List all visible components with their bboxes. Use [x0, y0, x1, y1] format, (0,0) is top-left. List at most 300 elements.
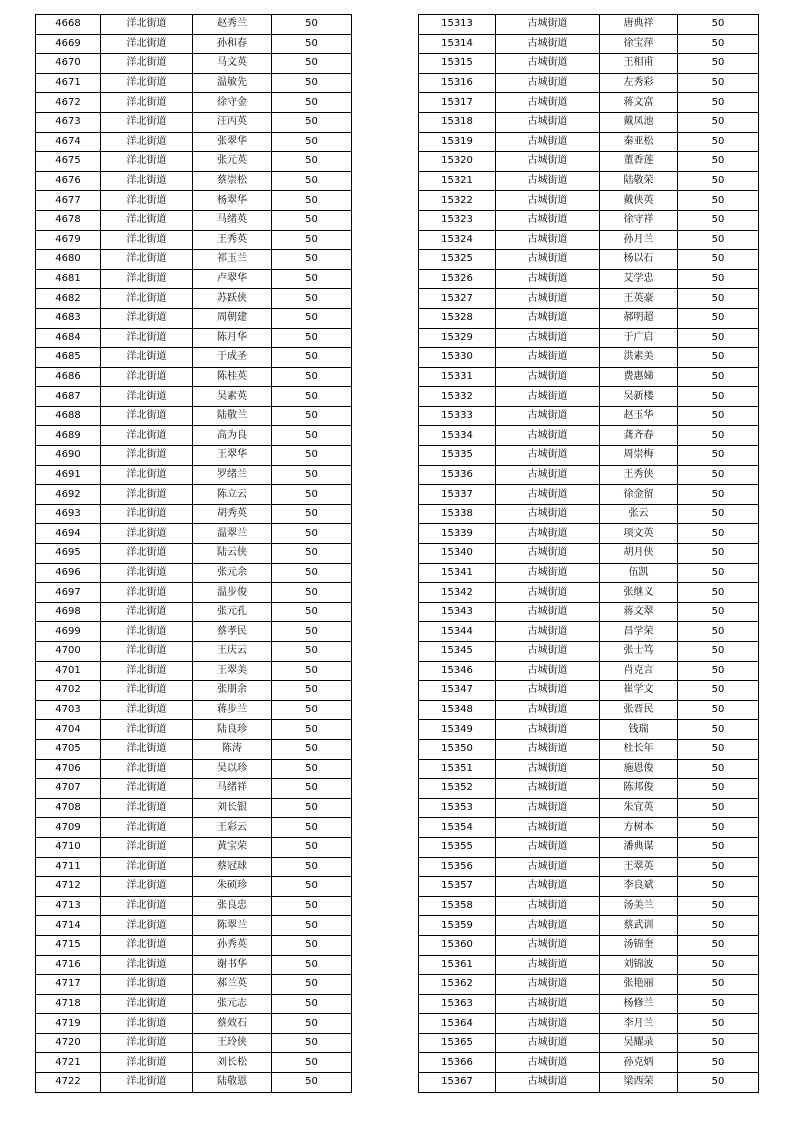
street-cell: 古城街道 — [496, 34, 600, 54]
street-cell: 洋北街道 — [101, 896, 193, 916]
street-cell: 洋北街道 — [101, 446, 193, 466]
amount-cell: 50 — [272, 289, 352, 309]
table-row — [36, 896, 352, 916]
table-row — [419, 132, 759, 152]
street-cell: 洋北街道 — [101, 406, 193, 426]
street-cell: 古城街道 — [496, 73, 600, 93]
amount-cell: 50 — [272, 1014, 352, 1034]
amount-cell: 50 — [678, 563, 759, 583]
street-cell: 古城街道 — [496, 93, 600, 113]
name-cell: 钱瑞 — [600, 720, 678, 740]
amount-cell: 50 — [272, 955, 352, 975]
name-cell: 艾学忠 — [600, 269, 678, 289]
name-cell: 高为良 — [193, 426, 272, 446]
name-cell: 龚齐春 — [600, 426, 678, 446]
serial-number-cell: 15360 — [419, 935, 496, 955]
street-cell: 洋北街道 — [101, 15, 193, 35]
amount-cell: 50 — [678, 112, 759, 132]
street-cell: 古城街道 — [496, 15, 600, 35]
amount-cell: 50 — [678, 426, 759, 446]
amount-cell: 50 — [272, 602, 352, 622]
table-row — [419, 387, 759, 407]
name-cell: 郝兰英 — [193, 975, 272, 995]
serial-number-cell: 4698 — [36, 602, 101, 622]
street-cell: 洋北街道 — [101, 1033, 193, 1053]
amount-cell: 50 — [678, 152, 759, 172]
name-cell: 陈桂英 — [193, 367, 272, 387]
name-cell: 徐宝萍 — [600, 34, 678, 54]
name-cell: 蔡效石 — [193, 1014, 272, 1034]
street-cell: 洋北街道 — [101, 191, 193, 211]
street-cell: 洋北街道 — [101, 348, 193, 368]
name-cell: 蒋步兰 — [193, 700, 272, 720]
street-cell: 古城街道 — [496, 642, 600, 662]
serial-number-cell: 4690 — [36, 446, 101, 466]
name-cell: 王翠美 — [193, 661, 272, 681]
street-cell: 洋北街道 — [101, 779, 193, 799]
amount-cell: 50 — [678, 446, 759, 466]
street-cell: 洋北街道 — [101, 975, 193, 995]
amount-cell: 50 — [272, 34, 352, 54]
table-row — [36, 465, 352, 485]
name-cell: 孙和春 — [193, 34, 272, 54]
serial-number-cell: 4684 — [36, 328, 101, 348]
name-cell: 陈翠兰 — [193, 916, 272, 936]
street-cell: 古城街道 — [496, 289, 600, 309]
name-cell: 崔学文 — [600, 681, 678, 701]
table-row — [419, 230, 759, 250]
amount-cell: 50 — [272, 132, 352, 152]
amount-cell: 50 — [678, 250, 759, 270]
table-row — [36, 857, 352, 877]
table-row — [36, 1014, 352, 1034]
name-cell: 周崇梅 — [600, 446, 678, 466]
table-row — [36, 583, 352, 603]
amount-cell: 50 — [678, 269, 759, 289]
name-cell: 徐守祥 — [600, 210, 678, 230]
name-cell: 王相甫 — [600, 54, 678, 74]
serial-number-cell: 4677 — [36, 191, 101, 211]
name-cell: 刘长松 — [193, 1053, 272, 1073]
table-row — [419, 367, 759, 387]
street-cell: 古城街道 — [496, 112, 600, 132]
amount-cell: 50 — [678, 348, 759, 368]
serial-number-cell: 15324 — [419, 230, 496, 250]
table-row — [419, 504, 759, 524]
name-cell: 蔡武训 — [600, 916, 678, 936]
serial-number-cell: 4676 — [36, 171, 101, 191]
name-cell: 张艳丽 — [600, 975, 678, 995]
amount-cell: 50 — [678, 1014, 759, 1034]
serial-number-cell: 15345 — [419, 642, 496, 662]
serial-number-cell: 4675 — [36, 152, 101, 172]
name-cell: 张朋余 — [193, 681, 272, 701]
street-cell: 古城街道 — [496, 1014, 600, 1034]
name-cell: 周朝建 — [193, 308, 272, 328]
street-cell: 古城街道 — [496, 739, 600, 759]
amount-cell: 50 — [272, 387, 352, 407]
table-row — [36, 54, 352, 74]
name-cell: 张翠华 — [193, 132, 272, 152]
table-row — [419, 975, 759, 995]
street-cell: 洋北街道 — [101, 681, 193, 701]
name-cell: 唐典祥 — [600, 15, 678, 35]
name-cell: 汪丙英 — [193, 112, 272, 132]
table-row — [419, 308, 759, 328]
amount-cell: 50 — [272, 583, 352, 603]
name-cell: 张元志 — [193, 994, 272, 1014]
serial-number-cell: 4687 — [36, 387, 101, 407]
street-cell: 洋北街道 — [101, 583, 193, 603]
table-row — [36, 210, 352, 230]
table-row — [36, 191, 352, 211]
street-cell: 古城街道 — [496, 171, 600, 191]
amount-cell: 50 — [678, 230, 759, 250]
name-cell: 张元英 — [193, 152, 272, 172]
name-cell: 温翠兰 — [193, 524, 272, 544]
street-cell: 古城街道 — [496, 485, 600, 505]
name-cell: 赵秀兰 — [193, 15, 272, 35]
name-cell: 刘长银 — [193, 798, 272, 818]
street-cell: 古城街道 — [496, 857, 600, 877]
name-cell: 张元孔 — [193, 602, 272, 622]
name-cell: 温步俊 — [193, 583, 272, 603]
amount-cell: 50 — [272, 485, 352, 505]
amount-cell: 50 — [678, 15, 759, 35]
serial-number-cell: 4716 — [36, 955, 101, 975]
street-cell: 洋北街道 — [101, 563, 193, 583]
street-cell: 古城街道 — [496, 818, 600, 838]
name-cell: 张继义 — [600, 583, 678, 603]
table-row — [36, 132, 352, 152]
serial-number-cell: 15362 — [419, 975, 496, 995]
amount-cell: 50 — [272, 798, 352, 818]
table-row — [36, 779, 352, 799]
amount-cell: 50 — [678, 485, 759, 505]
amount-cell: 50 — [272, 112, 352, 132]
serial-number-cell: 4699 — [36, 622, 101, 642]
table-row — [419, 544, 759, 564]
table-row — [36, 935, 352, 955]
name-cell: 蒋文翠 — [600, 602, 678, 622]
amount-cell: 50 — [678, 1053, 759, 1073]
amount-cell: 50 — [272, 1053, 352, 1073]
amount-cell: 50 — [272, 504, 352, 524]
name-cell: 朱硕珍 — [193, 877, 272, 897]
street-cell: 古城街道 — [496, 975, 600, 995]
name-cell: 张士笃 — [600, 642, 678, 662]
serial-number-cell: 15327 — [419, 289, 496, 309]
serial-number-cell: 4717 — [36, 975, 101, 995]
street-cell: 洋北街道 — [101, 1053, 193, 1073]
name-cell: 徐守金 — [193, 93, 272, 113]
street-cell: 洋北街道 — [101, 132, 193, 152]
table-row — [36, 171, 352, 191]
serial-number-cell: 4689 — [36, 426, 101, 446]
name-cell: 王庆云 — [193, 642, 272, 662]
name-cell: 胡月侠 — [600, 544, 678, 564]
table-row — [36, 269, 352, 289]
street-cell: 洋北街道 — [101, 289, 193, 309]
serial-number-cell: 15358 — [419, 896, 496, 916]
street-cell: 古城街道 — [496, 955, 600, 975]
name-cell: 洪素美 — [600, 348, 678, 368]
name-cell: 于广启 — [600, 328, 678, 348]
table-row — [419, 700, 759, 720]
serial-number-cell: 4702 — [36, 681, 101, 701]
amount-cell: 50 — [272, 210, 352, 230]
street-cell: 洋北街道 — [101, 210, 193, 230]
serial-number-cell: 15338 — [419, 504, 496, 524]
street-cell: 古城街道 — [496, 877, 600, 897]
table-row — [419, 406, 759, 426]
amount-cell: 50 — [272, 975, 352, 995]
amount-cell: 50 — [272, 779, 352, 799]
serial-number-cell: 15314 — [419, 34, 496, 54]
serial-number-cell: 15335 — [419, 446, 496, 466]
serial-number-cell: 4668 — [36, 15, 101, 35]
table-row — [36, 622, 352, 642]
street-cell: 洋北街道 — [101, 54, 193, 74]
amount-cell: 50 — [678, 975, 759, 995]
street-cell: 洋北街道 — [101, 269, 193, 289]
table-row — [419, 465, 759, 485]
table-row — [419, 73, 759, 93]
street-cell: 洋北街道 — [101, 1073, 193, 1093]
name-cell: 孙克炳 — [600, 1053, 678, 1073]
amount-cell: 50 — [272, 661, 352, 681]
serial-number-cell: 4721 — [36, 1053, 101, 1073]
serial-number-cell: 15350 — [419, 739, 496, 759]
serial-number-cell: 15357 — [419, 877, 496, 897]
street-cell: 古城街道 — [496, 935, 600, 955]
name-cell: 于成圣 — [193, 348, 272, 368]
table-row — [36, 544, 352, 564]
serial-number-cell: 15349 — [419, 720, 496, 740]
serial-number-cell: 4719 — [36, 1014, 101, 1034]
amount-cell: 50 — [678, 661, 759, 681]
table-row — [419, 348, 759, 368]
name-cell: 方树本 — [600, 818, 678, 838]
left-roster-table — [35, 14, 352, 1093]
table-row — [419, 426, 759, 446]
name-cell: 孙月兰 — [600, 230, 678, 250]
amount-cell: 50 — [678, 877, 759, 897]
amount-cell: 50 — [272, 896, 352, 916]
name-cell: 王翠英 — [600, 857, 678, 877]
serial-number-cell: 15322 — [419, 191, 496, 211]
name-cell: 李良斌 — [600, 877, 678, 897]
serial-number-cell: 15363 — [419, 994, 496, 1014]
name-cell: 董香莲 — [600, 152, 678, 172]
name-cell: 施恩俊 — [600, 759, 678, 779]
table-row — [419, 935, 759, 955]
table-row — [36, 739, 352, 759]
name-cell: 左秀彩 — [600, 73, 678, 93]
name-cell: 郝明超 — [600, 308, 678, 328]
table-row — [36, 955, 352, 975]
serial-number-cell: 4670 — [36, 54, 101, 74]
amount-cell: 50 — [272, 250, 352, 270]
table-row — [419, 642, 759, 662]
name-cell: 昌学荣 — [600, 622, 678, 642]
name-cell: 杨翠华 — [193, 191, 272, 211]
street-cell: 古城街道 — [496, 328, 600, 348]
amount-cell: 50 — [272, 739, 352, 759]
table-row — [36, 1073, 352, 1093]
serial-number-cell: 4714 — [36, 916, 101, 936]
table-row — [419, 152, 759, 172]
table-row — [36, 798, 352, 818]
amount-cell: 50 — [678, 93, 759, 113]
left-roster-body — [36, 15, 352, 1093]
amount-cell: 50 — [272, 15, 352, 35]
street-cell: 洋北街道 — [101, 308, 193, 328]
name-cell: 汤锦奎 — [600, 935, 678, 955]
table-row — [419, 1014, 759, 1034]
serial-number-cell: 4709 — [36, 818, 101, 838]
street-cell: 古城街道 — [496, 798, 600, 818]
serial-number-cell: 4674 — [36, 132, 101, 152]
serial-number-cell: 15333 — [419, 406, 496, 426]
table-row — [419, 916, 759, 936]
street-cell: 洋北街道 — [101, 34, 193, 54]
amount-cell: 50 — [272, 54, 352, 74]
name-cell: 温敏先 — [193, 73, 272, 93]
table-row — [419, 112, 759, 132]
serial-number-cell: 15367 — [419, 1073, 496, 1093]
name-cell: 陆敬兰 — [193, 406, 272, 426]
name-cell: 张良忠 — [193, 896, 272, 916]
amount-cell: 50 — [678, 328, 759, 348]
street-cell: 洋北街道 — [101, 524, 193, 544]
table-row — [419, 896, 759, 916]
table-row — [419, 1033, 759, 1053]
name-cell: 陈月华 — [193, 328, 272, 348]
amount-cell: 50 — [678, 994, 759, 1014]
street-cell: 古城街道 — [496, 1053, 600, 1073]
table-row — [419, 328, 759, 348]
street-cell: 洋北街道 — [101, 465, 193, 485]
table-row — [419, 93, 759, 113]
name-cell: 梁西荣 — [600, 1073, 678, 1093]
serial-number-cell: 15329 — [419, 328, 496, 348]
table-row — [419, 837, 759, 857]
table-row — [36, 877, 352, 897]
name-cell: 秦亚松 — [600, 132, 678, 152]
name-cell: 陆良珍 — [193, 720, 272, 740]
serial-number-cell: 15356 — [419, 857, 496, 877]
serial-number-cell: 15364 — [419, 1014, 496, 1034]
serial-number-cell: 4718 — [36, 994, 101, 1014]
serial-number-cell: 15365 — [419, 1033, 496, 1053]
name-cell: 赵玉华 — [600, 406, 678, 426]
amount-cell: 50 — [678, 837, 759, 857]
amount-cell: 50 — [678, 465, 759, 485]
street-cell: 洋北街道 — [101, 602, 193, 622]
serial-number-cell: 15326 — [419, 269, 496, 289]
street-cell: 古城街道 — [496, 661, 600, 681]
serial-number-cell: 4695 — [36, 544, 101, 564]
serial-number-cell: 15347 — [419, 681, 496, 701]
table-row — [36, 504, 352, 524]
table-row — [419, 720, 759, 740]
street-cell: 洋北街道 — [101, 152, 193, 172]
table-row — [419, 759, 759, 779]
street-cell: 洋北街道 — [101, 171, 193, 191]
street-cell: 古城街道 — [496, 367, 600, 387]
table-row — [36, 15, 352, 35]
table-row — [419, 524, 759, 544]
street-cell: 洋北街道 — [101, 73, 193, 93]
amount-cell: 50 — [272, 544, 352, 564]
name-cell: 杜长年 — [600, 739, 678, 759]
serial-number-cell: 15331 — [419, 367, 496, 387]
street-cell: 洋北街道 — [101, 994, 193, 1014]
serial-number-cell: 15323 — [419, 210, 496, 230]
table-row — [36, 975, 352, 995]
serial-number-cell: 4715 — [36, 935, 101, 955]
name-cell: 张云 — [600, 504, 678, 524]
street-cell: 古城街道 — [496, 348, 600, 368]
amount-cell: 50 — [678, 544, 759, 564]
street-cell: 古城街道 — [496, 465, 600, 485]
street-cell: 洋北街道 — [101, 485, 193, 505]
serial-number-cell: 15348 — [419, 700, 496, 720]
serial-number-cell: 15318 — [419, 112, 496, 132]
serial-number-cell: 15346 — [419, 661, 496, 681]
right-roster-body — [419, 15, 759, 1093]
name-cell: 马绪祥 — [193, 779, 272, 799]
name-cell: 费惠娣 — [600, 367, 678, 387]
serial-number-cell: 4671 — [36, 73, 101, 93]
amount-cell: 50 — [678, 367, 759, 387]
street-cell: 古城街道 — [496, 406, 600, 426]
serial-number-cell: 4681 — [36, 269, 101, 289]
street-cell: 古城街道 — [496, 191, 600, 211]
street-cell: 洋北街道 — [101, 544, 193, 564]
street-cell: 洋北街道 — [101, 642, 193, 662]
name-cell: 王翠华 — [193, 446, 272, 466]
table-row — [36, 152, 352, 172]
amount-cell: 50 — [272, 446, 352, 466]
amount-cell: 50 — [272, 93, 352, 113]
street-cell: 洋北街道 — [101, 916, 193, 936]
amount-cell: 50 — [272, 642, 352, 662]
serial-number-cell: 15336 — [419, 465, 496, 485]
amount-cell: 50 — [678, 818, 759, 838]
table-row — [419, 210, 759, 230]
table-row — [419, 602, 759, 622]
table-row — [419, 563, 759, 583]
serial-number-cell: 15352 — [419, 779, 496, 799]
street-cell: 古城街道 — [496, 602, 600, 622]
amount-cell: 50 — [678, 955, 759, 975]
serial-number-cell: 4669 — [36, 34, 101, 54]
table-row — [419, 779, 759, 799]
name-cell: 张元余 — [193, 563, 272, 583]
amount-cell: 50 — [272, 1033, 352, 1053]
table-row — [36, 602, 352, 622]
serial-number-cell: 15334 — [419, 426, 496, 446]
name-cell: 王秀英 — [193, 230, 272, 250]
amount-cell: 50 — [272, 622, 352, 642]
amount-cell: 50 — [272, 426, 352, 446]
table-row — [36, 661, 352, 681]
serial-number-cell: 4673 — [36, 112, 101, 132]
street-cell: 古城街道 — [496, 1033, 600, 1053]
serial-number-cell: 15342 — [419, 583, 496, 603]
